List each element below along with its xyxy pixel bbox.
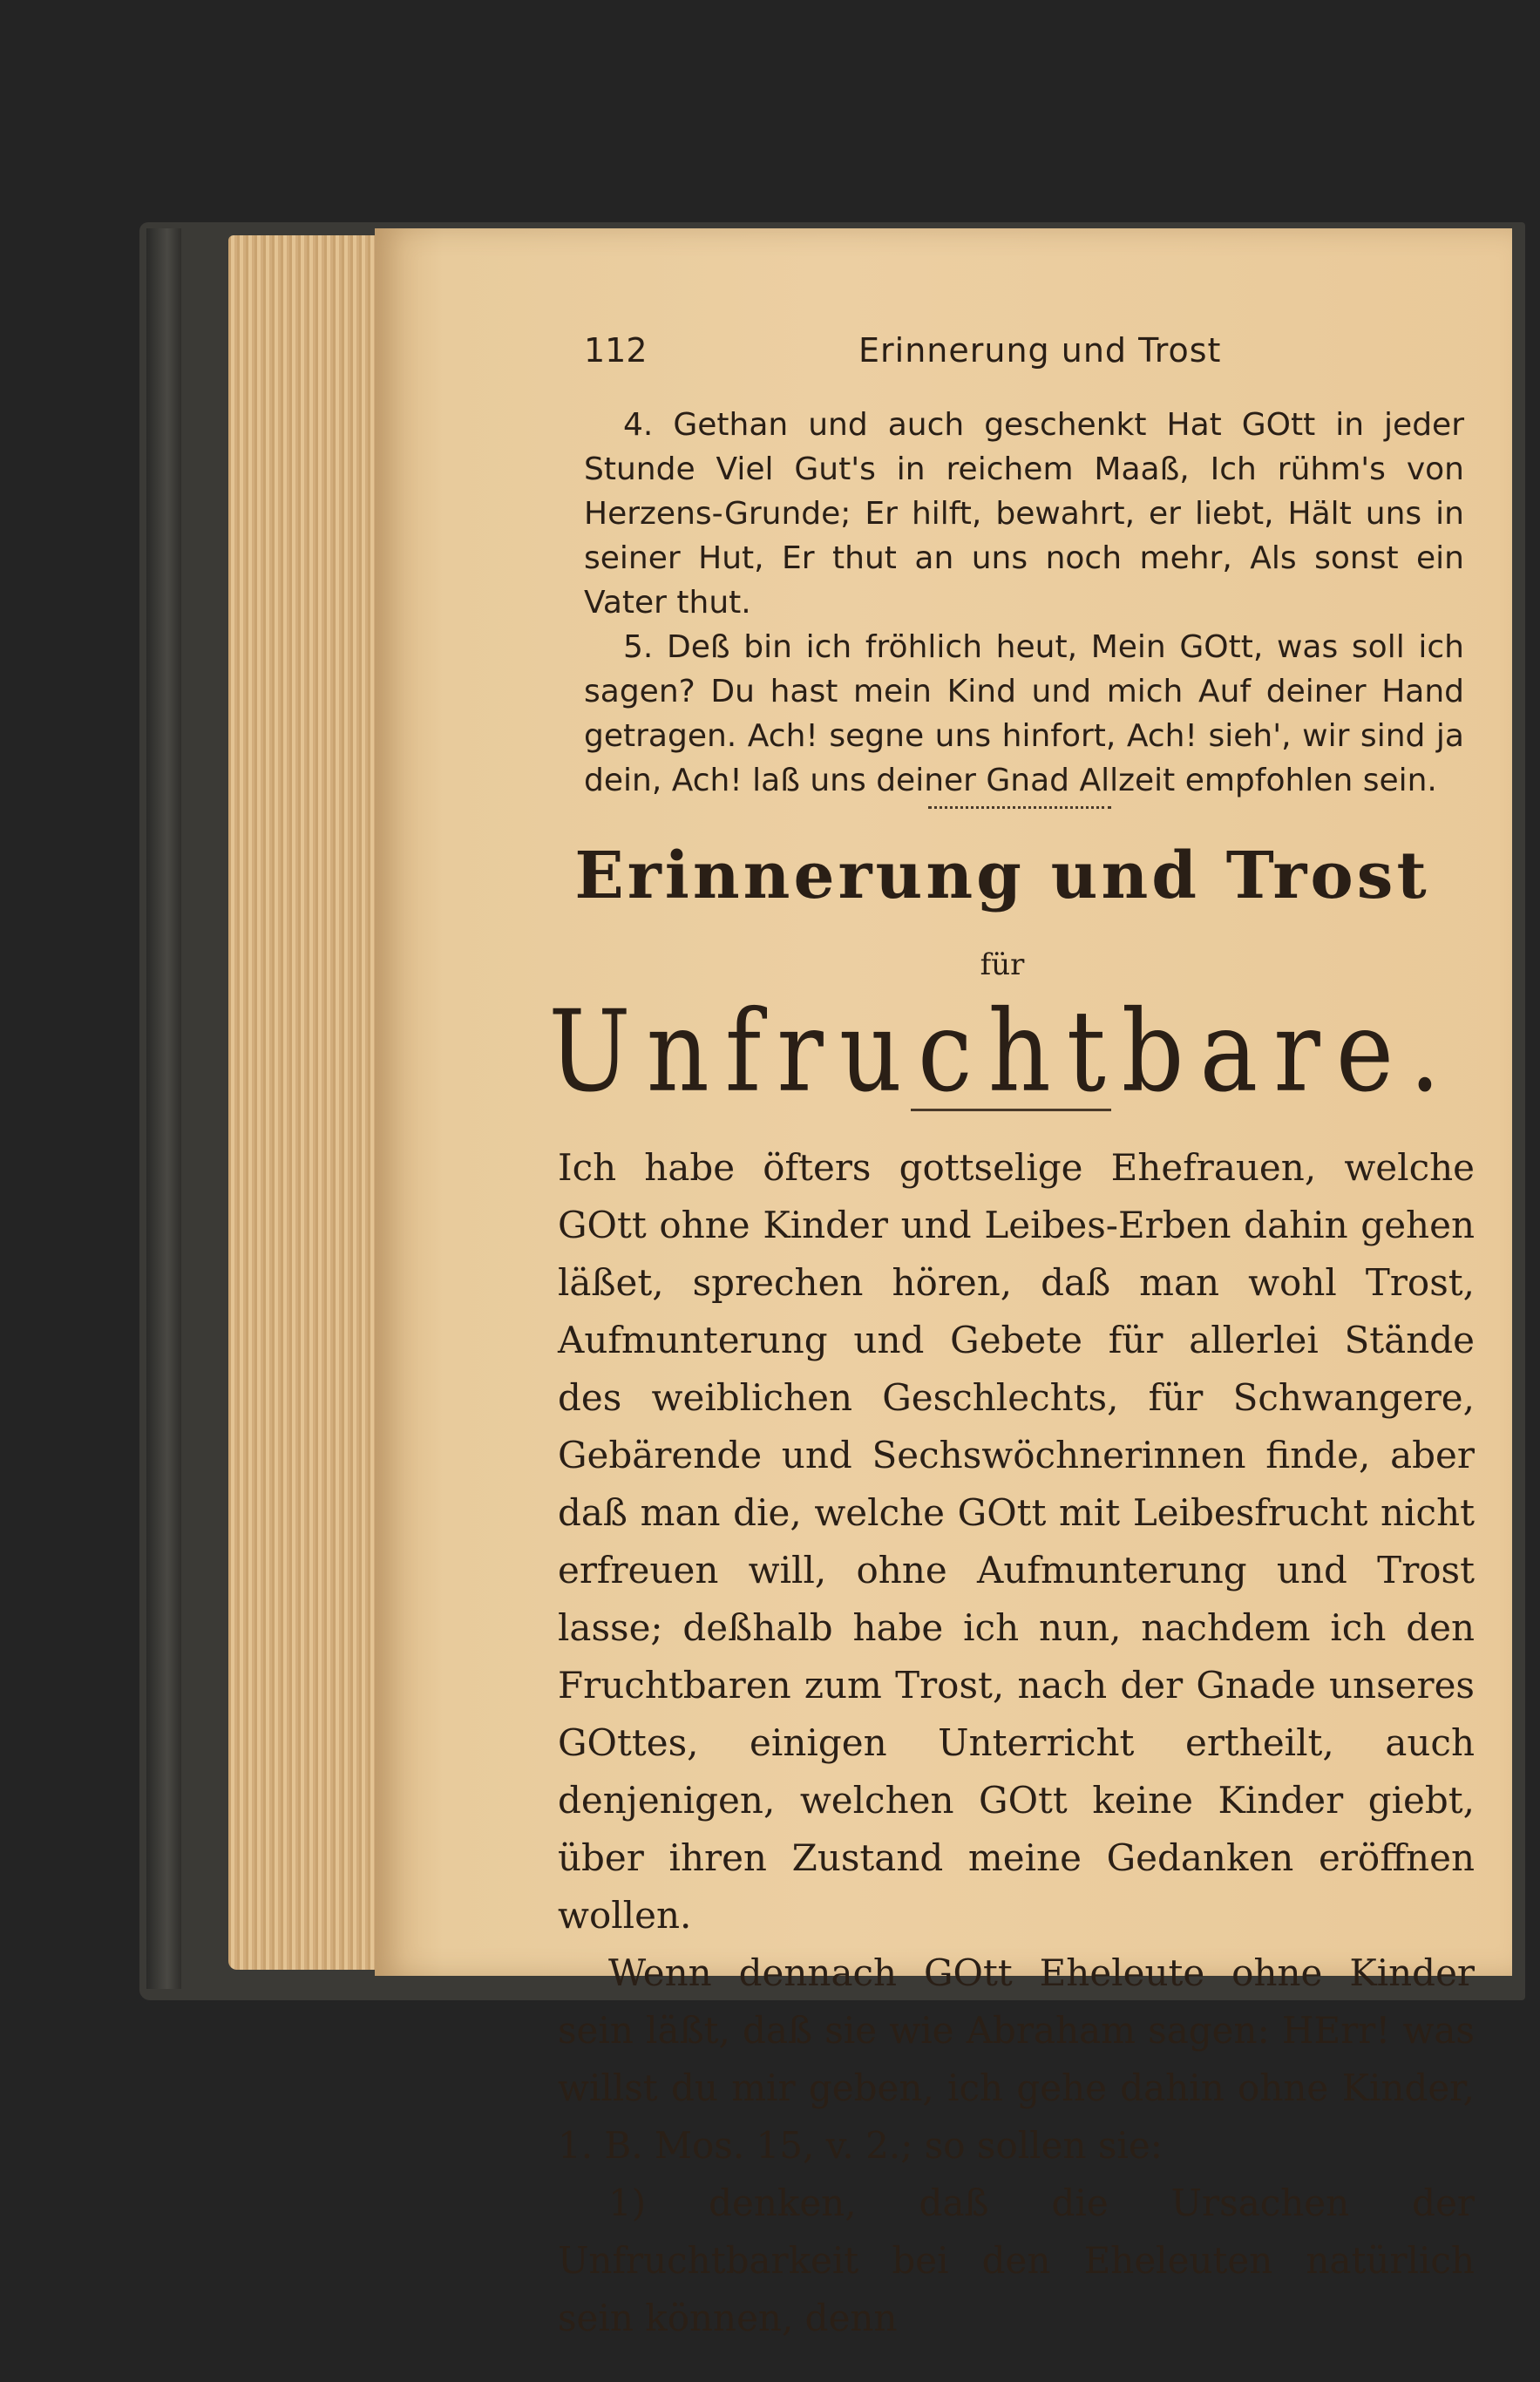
- paragraph-3: 1) denken, daß die Ursachen der Unfruchtbarkeit bei den Eheleuten natürlich sein können, denn: [558, 2182, 1475, 2339]
- solid-divider: [911, 1109, 1111, 1111]
- hymn-verse-4: 4. Gethan und auch geschenkt Hat GOtt in jeder Stunde Viel Gut's in reichem Maaß, Ich rühm's von Herzens-Grunde; Er hilft, bewahrt, er liebt, Hält uns in seiner Hut, Er thut an uns noch mehr, Als sonst ein Vater thut.: [584, 407, 1464, 621]
- dotted-divider: [928, 806, 1111, 809]
- hymn-verse-5: 5. Deß bin ich fröhlich heut, Mein GOtt, was soll ich sagen? Du hast mein Kind und mich Auf deiner Hand getragen. Ach! segne uns hinfort, Ach! sieh', wir sind ja dein, Ach! laß uns deiner Gnad Allzeit empfohlen sein.: [584, 629, 1464, 798]
- section-subtitle: für: [980, 947, 1025, 982]
- section-title: Erinnerung und Trost: [574, 838, 1430, 913]
- book-spine: [146, 228, 181, 1989]
- paragraph-1: Ich habe öfters gottselige Ehefrauen, welche GOtt ohne Kinder und Leibes-Erben dahin gehen läßet, sprechen hören, daß man wohl Trost, Aufmunterung und Gebete für allerlei Stände des weiblichen Geschlechts, für Schwangere, Gebärende und Sechswöchnerinnen finde, aber daß man die, welche GOtt mit Leibesfrucht nicht erfreuen will, ohne Aufmunterung und Trost lasse; deßhalb habe ich nun, nachdem ich den Fruchtbaren zum Trost, nach der Gnade unseres GOttes, einigen Unterricht ertheilt, auch denjenigen, welchen GOtt keine Kinder giebt, über ihren Zustand meine Gedanken eröffnen wollen.: [558, 1146, 1475, 1937]
- hymn-verses: [584, 403, 1464, 803]
- book-page: [375, 228, 1512, 2339]
- page-edges: [228, 235, 385, 1970]
- page-header: [584, 331, 1464, 383]
- body-text: [558, 1139, 1475, 2347]
- paragraph-2: Wenn dennach GOtt Eheleute ohne Kinder sein läßt, daß sie wie Abraham sagen: HErr! was willst du mir geben, ich gehe dahin ohne Kinder, 1. B. Mos. 15, v. 2.; so sollen sie:: [558, 1951, 1475, 2167]
- section-large-title: Unfruchtbare.: [548, 987, 1456, 1117]
- running-title: Erinnerung und Trost: [858, 331, 1222, 370]
- page-number: 112: [584, 331, 648, 370]
